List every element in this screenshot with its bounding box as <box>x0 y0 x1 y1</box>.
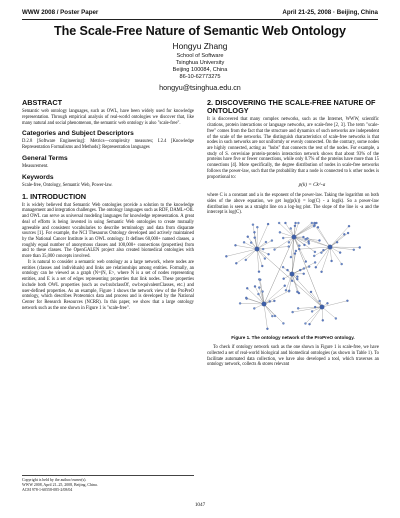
header-venue: WWW 2008 / Poster Paper <box>22 9 99 16</box>
network-hub-node <box>291 235 296 240</box>
power-law-formula: p(k) = Ck^-a <box>298 182 326 189</box>
network-node <box>307 241 309 243</box>
network-node <box>302 236 304 238</box>
network-node <box>257 293 259 295</box>
network-edge <box>294 237 322 307</box>
network-node <box>261 265 263 267</box>
network-edge <box>314 225 329 247</box>
network-node <box>313 251 315 253</box>
network-node <box>284 289 286 291</box>
network-node <box>340 263 342 265</box>
network-node <box>334 318 336 320</box>
network-node <box>293 253 295 255</box>
network-node <box>225 255 227 257</box>
network-edge <box>264 304 283 323</box>
network-node <box>297 307 299 309</box>
network-node <box>314 266 316 268</box>
network-node <box>343 233 345 235</box>
network-edge <box>317 227 329 247</box>
running-header <box>22 9 378 19</box>
ontology-network-graph <box>222 219 365 333</box>
network-node <box>266 328 268 330</box>
network-node <box>306 237 308 239</box>
network-edge <box>330 226 349 247</box>
network-edge <box>236 249 257 263</box>
network-node <box>258 287 260 289</box>
author-address: Beijing 100084, China <box>172 67 228 73</box>
network-node <box>289 228 291 230</box>
copyright-line-2: WWW 2008, April 21–25, 2008, Beijing, China. <box>22 483 98 488</box>
network-edge <box>311 292 322 307</box>
author-affiliation-university: Tsinghua University <box>175 60 225 66</box>
copyright-line-3: ACM 978-1-60558-085-2/08/04 <box>22 488 73 493</box>
network-node <box>358 247 360 249</box>
keywords-text: Scale-free, Ontology, Semantic Web, Power-law. <box>22 182 113 188</box>
network-node <box>307 243 309 245</box>
header-rule <box>22 19 378 20</box>
network-node <box>313 255 315 257</box>
network-node <box>273 249 275 251</box>
network-node <box>263 258 265 260</box>
network-node <box>293 225 295 227</box>
network-node <box>294 250 296 252</box>
network-node <box>336 241 338 243</box>
network-node <box>347 232 349 234</box>
network-node <box>239 303 241 305</box>
network-node <box>234 244 236 246</box>
abstract-heading: ABSTRACT <box>22 98 63 107</box>
categories-text: D.2.8 [Software Engineering]: Metrics—complexity measures; I.2.4 [Knowledge Representation Formalisms and Methods]: Representation languages <box>22 139 194 151</box>
network-node <box>291 280 293 282</box>
network-edge <box>285 274 291 290</box>
network-node <box>339 252 341 254</box>
intro-heading: 1. INTRODUCTION <box>22 191 87 201</box>
network-node <box>253 231 255 233</box>
network-node <box>287 241 289 243</box>
network-node <box>278 231 280 233</box>
ontology-network-figure <box>222 219 365 333</box>
network-hub-node <box>319 305 324 310</box>
network-node <box>282 323 284 325</box>
general-terms-heading: General Terms <box>22 154 68 162</box>
network-node <box>312 225 314 227</box>
header-date: April 21-25, 2008 · Beijing, China <box>282 9 378 16</box>
network-hub-node <box>327 245 332 250</box>
network-node <box>313 222 315 224</box>
network-hub-node <box>254 247 259 252</box>
network-edge <box>322 307 336 318</box>
network-node <box>257 271 259 273</box>
section2-paragraph-3: To check if ontology network such as the one shown in Figure 1 is scale-free, we have collected a set of real-world biological and biomedical ontologies (as shown in Table 1). To facilitate automated data collection, we have also developed a tool, which traverses an ontology network, collects & stores relevant <box>207 345 379 368</box>
network-edge <box>299 247 330 249</box>
copyright-line-1: Copyright is held by the author/owner(s). <box>22 478 87 482</box>
network-node <box>235 262 237 264</box>
network-edge <box>314 247 330 256</box>
network-nodes <box>225 222 360 330</box>
network-node <box>304 323 306 325</box>
network-node <box>347 225 349 227</box>
author-phone: 86-10-62773275 <box>179 74 221 80</box>
network-node <box>278 222 280 224</box>
network-node <box>294 222 296 224</box>
network-node <box>283 285 285 287</box>
network-node <box>270 240 272 242</box>
network-node <box>246 236 248 238</box>
network-node <box>311 311 313 313</box>
network-node <box>243 241 245 243</box>
author-email[interactable]: hongyu@tsinghua.edu.cn <box>159 83 241 92</box>
network-node <box>302 268 304 270</box>
intro-paragraph-1: It is widely believed that Semantic Web ontologies provide a solution to the knowledge management and integration challenges. The ontology languages such as RDF, DAML+OIL and OWL can serve as universal modeling languages for knowledge representation. A great deal of efforts is being invested in using Semantic Web ontologies to create mutually agreeable and consistent vocabularies to describe terminology and data from disparate sources [1]. For example, the NCI Thesaurus Ontology developed and actively maintained by the National Cancer Institute is an OWL ontology. It defines 60,000+ named classes, a roughly equal number of anonymous classes and 100,000+ connections (properties) from and to these classes. The OpenGALEN project also created biomedical ontologies with more than 35,000 concepts involved. <box>22 202 194 260</box>
network-node <box>314 262 316 264</box>
network-node <box>244 259 246 261</box>
network-node <box>308 323 310 325</box>
network-node <box>315 222 317 224</box>
network-node <box>314 306 316 308</box>
network-node <box>264 241 266 243</box>
author-name: Hongyu Zhang <box>172 41 228 51</box>
categories-heading: Categories and Subject Descriptors <box>22 130 134 138</box>
network-node <box>296 276 298 278</box>
paper-title: The Scale-Free Nature of Semantic Web Ontology <box>54 24 346 38</box>
network-node <box>253 308 255 310</box>
author-affiliation-school: School of Software <box>176 53 224 59</box>
network-node <box>267 253 269 255</box>
network-node <box>245 298 247 300</box>
network-node <box>320 271 322 273</box>
abstract-text: Semantic web ontology languages, such as OWL, have been widely used for knowledge representation. Through empirical analysis of real-world ontologies we discover that, like many natural and social phenomenon, the semantic web ontology is also "scale-free". <box>22 109 194 126</box>
network-node <box>251 224 253 226</box>
network-node <box>298 245 300 247</box>
network-node <box>258 279 260 281</box>
network-node <box>250 242 252 244</box>
section2-paragraph-2: where C is a constant and a is the exponent of the power-law. Taking the logarithm on both sides of the above equation, we get log(p(k)) = log(C) - a log(k). So a power-law distribution is seen as a straight line on a log-log plot. The slope of the line is -a and the intercept is log(C). <box>207 193 379 216</box>
network-edge <box>226 249 257 256</box>
network-node <box>253 286 255 288</box>
intro-paragraph-2: It is natural to consider a semantic web ontology as a large network, where nodes are entities (classes and individuals) and links are relationships among entities. Formally, an ontology can be viewed as a graph (N=(N, E>, where N is a set of nodes representing entities, and E is a set of edges representing properties that link nodes. These properties include both OWL properties (such as owl:subclassOf, owl:equivalentClasses, etc.) and user-defined properties. As an example, Figure 1 shows the network view of the ProPreO ontology, which describes Proteomics data and process and is developed by the National Center for Research Resources (NCRR). In this paper, we show that a large ontology network such as the one shown in Figure 1 is "scale-free". <box>22 259 194 311</box>
network-node <box>318 300 320 302</box>
network-edge <box>294 223 312 237</box>
network-node <box>273 315 275 317</box>
network-node <box>320 252 322 254</box>
network-node <box>246 287 248 289</box>
network-node <box>287 290 289 292</box>
network-node <box>302 273 304 275</box>
network-node <box>299 269 301 271</box>
copyright-block <box>22 475 194 493</box>
network-node <box>321 319 323 321</box>
network-node <box>261 291 263 293</box>
left-column <box>22 95 194 311</box>
section2-paragraph-1: It is discovered that many complex networks, such as the Internet, WWW, scientific citations, protein interactions or language networks, are scale-free [2, 3]. The term "scale-free" comes from the fact that the structure and dynamics of such networks are independent of the scale of the networks. The distinguish characteristics of scale-free networks is that nodes in such networks are not uniformly or evenly connected. On the contrary, some nodes are highly connected, acting as "hubs" that connects the rest of the nodes. For example, a study of S. cerevisiae protein-protein interaction network shows that about 93% of the proteins have five or fewer connections, while only 0.7% of the proteins have more than 15 connections [4]. More specifically, the degree distribution of nodes in scale-free networks follows the power-law, such that the probability that a node is connected to k other nodes is proportional to: <box>207 117 379 180</box>
network-node <box>282 266 284 268</box>
network-edge <box>330 235 344 248</box>
network-node <box>268 301 270 303</box>
network-edge <box>257 247 289 249</box>
network-node <box>271 315 273 317</box>
network-node <box>296 278 298 280</box>
figure-caption: Figure 1. The ontology network of the ProPreO ontology. <box>231 335 355 341</box>
network-node <box>298 248 300 250</box>
network-node <box>256 226 258 228</box>
keywords-heading: Keywords <box>22 173 54 181</box>
network-edge <box>257 224 268 249</box>
network-node <box>322 249 324 251</box>
network-edge <box>288 274 291 291</box>
network-node <box>284 222 286 224</box>
network-edge <box>257 241 272 249</box>
network-node <box>309 291 311 293</box>
network-node <box>297 222 299 224</box>
network-hub-node <box>289 272 294 277</box>
network-node <box>253 237 255 239</box>
network-edge <box>309 307 321 324</box>
network-node <box>273 300 275 302</box>
network-node <box>310 222 312 224</box>
network-node <box>282 237 284 239</box>
general-terms-text: Measurement. <box>22 163 49 169</box>
network-node <box>330 260 332 262</box>
right-column <box>207 95 379 368</box>
page-number: 1047 <box>194 502 206 508</box>
network-node <box>262 248 264 250</box>
section2-heading: 2. DISCOVERING THE SCALE-FREE NATURE OF ONTOLOGY <box>207 98 376 116</box>
network-edge <box>322 301 347 307</box>
network-node <box>289 256 291 258</box>
network-node <box>282 278 284 280</box>
network-node <box>286 269 288 271</box>
network-node <box>287 246 289 248</box>
network-node <box>316 226 318 228</box>
network-node <box>352 249 354 251</box>
network-edge <box>330 233 348 247</box>
network-node <box>296 291 298 293</box>
network-node <box>267 223 269 225</box>
network-node <box>304 261 306 263</box>
network-hub-node <box>261 302 266 307</box>
network-node <box>308 266 310 268</box>
network-node <box>318 240 320 242</box>
network-node <box>326 302 328 304</box>
network-node <box>291 311 293 313</box>
network-edge <box>240 304 264 305</box>
network-edge <box>294 223 314 237</box>
network-edge <box>264 304 267 329</box>
network-node <box>303 244 305 246</box>
network-node <box>346 300 348 302</box>
